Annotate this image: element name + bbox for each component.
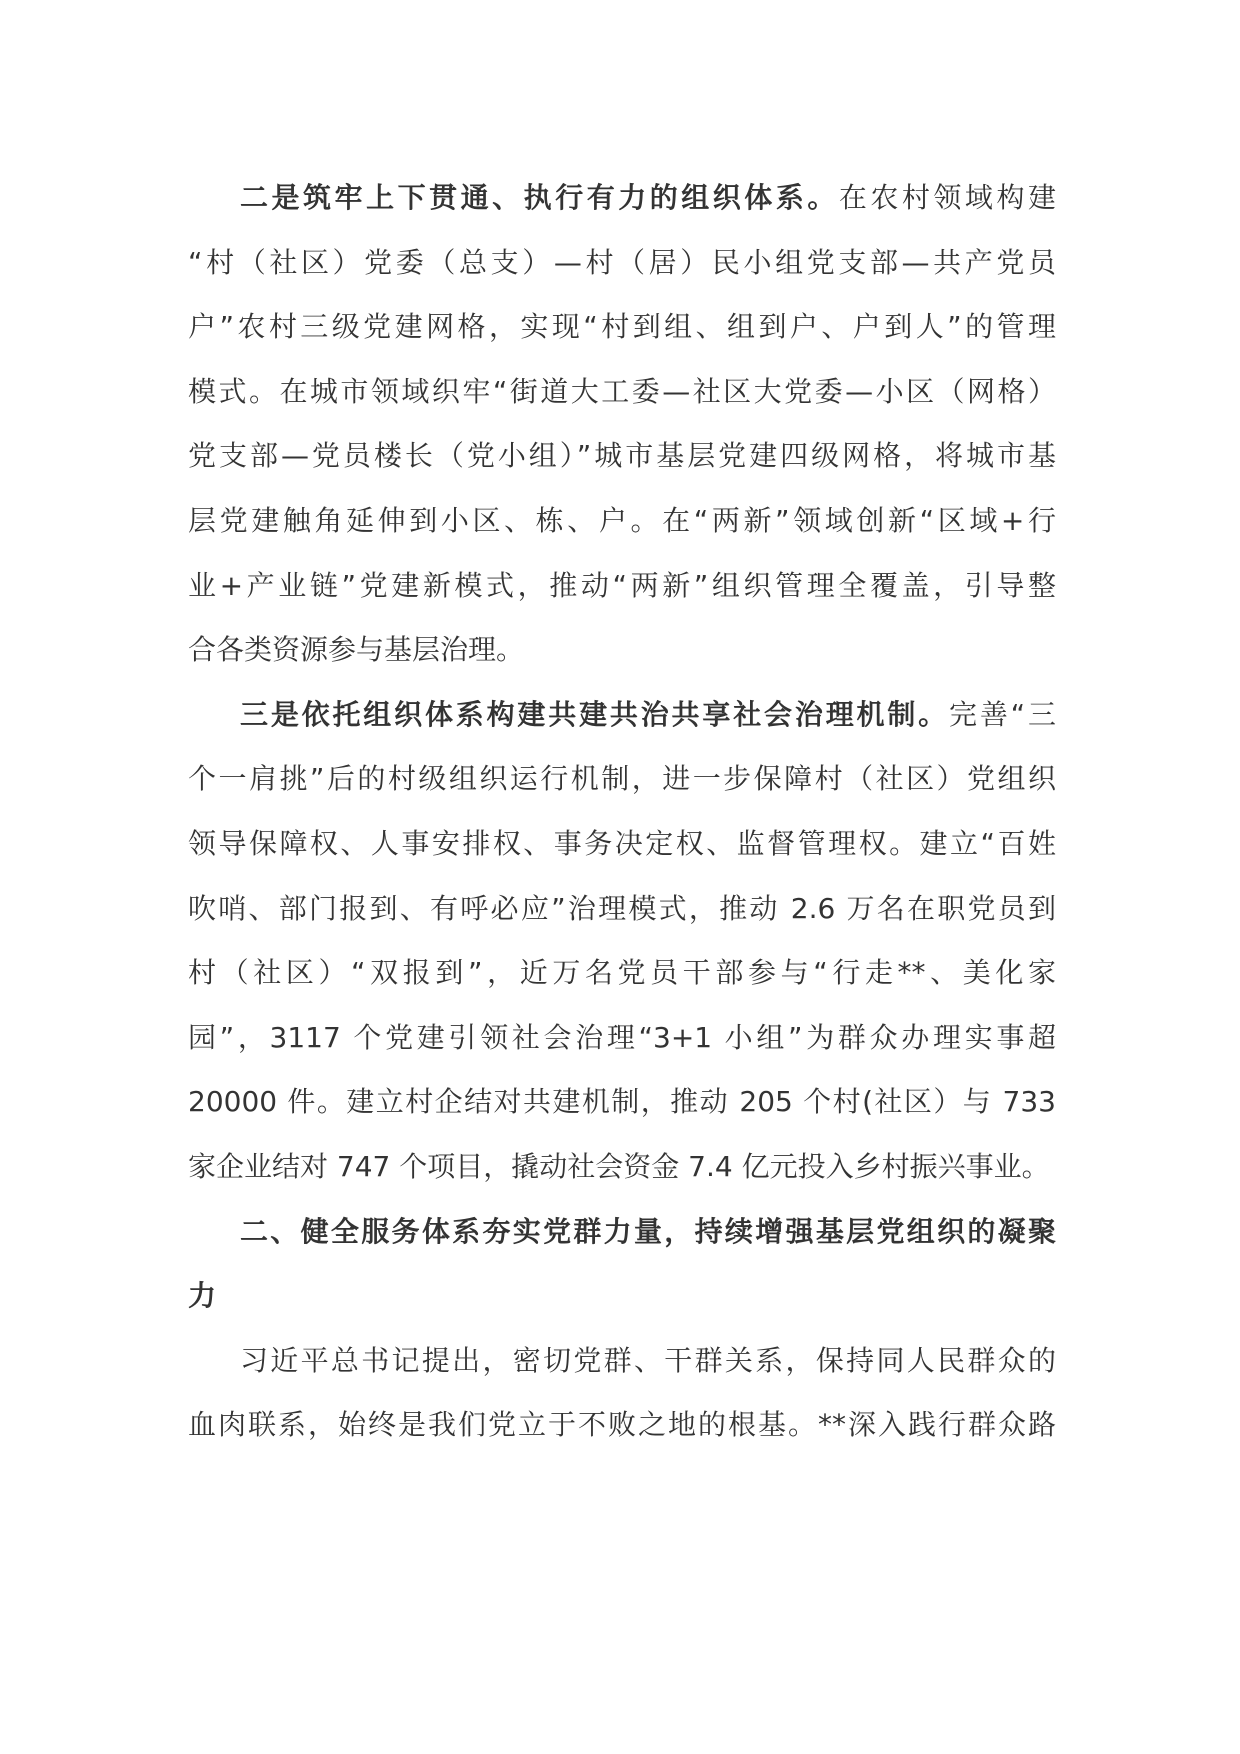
paragraph-line: 户”农村三级党建网格，实现“村到组、组到户、户到人”的管理 [188,310,1056,344]
paragraph-organization-system [188,166,1056,683]
paragraph-line: 个一肩挑”后的村级组织运行机制，进一步保障村（社区）党组织 [188,762,1056,796]
paragraph-lead-bold: 三是依托组织体系构建共建共治共享社会治理机制。 [240,697,949,731]
document-page [188,166,1056,1458]
paragraph-line: 习近平总书记提出，密切党群、干群关系，保持同人民群众的 [240,1343,1056,1377]
section-heading [188,1200,1056,1329]
paragraph-line: 血肉联系，始终是我们党立于不败之地的根基。**深入践行群众路 [188,1408,1056,1442]
paragraph-line: 20000 件。建立村企结对共建机制，推动 205 个村(社区）与 733 [188,1085,1056,1119]
paragraph-line: “村（社区）党委（总支）—村（居）民小组党支部—共产党员 [188,245,1056,279]
paragraph-line: 领导保障权、人事安排权、事务决定权、监督管理权。建立“百姓 [188,826,1056,860]
heading-line: 力 [188,1279,217,1313]
paragraph-line: 层党建触角延伸到小区、栋、户。在“两新”领域创新“区域+行 [188,503,1056,537]
paragraph-line: 吹哨、部门报到、有呼必应”治理模式，推动 2.6 万名在职党员到 [188,891,1056,925]
paragraph-line: 党支部—党员楼长（党小组）”城市基层党建四级网格，将城市基 [188,439,1056,473]
paragraph-line: 二是筑牢上下贯通、执行有力的组织体系。在农村领域构建 [240,181,1056,214]
paragraph-party-mass-relations [188,1329,1056,1458]
paragraph-lead-bold: 二是筑牢上下贯通、执行有力的组织体系。 [240,181,839,214]
paragraph-line: 业+产业链”党建新模式，推动“两新”组织管理全覆盖，引导整 [188,568,1056,602]
paragraph-line: 村（社区）“双报到”，近万名党员干部参与“行走**、美化家 [188,956,1056,990]
paragraph-line: 模式。在城市领域织牢“街道大工委—社区大党委—小区（网格） [188,374,1056,408]
paragraph-governance-mechanism [188,683,1056,1200]
paragraph-line: 园”，3117 个党建引领社会治理“3+1 小组”为群众办理实事超 [188,1020,1056,1054]
paragraph-line: 合各类资源参与基层治理。 [188,633,525,667]
heading-line: 二、健全服务体系夯实党群力量，持续增强基层党组织的凝聚 [240,1214,1056,1248]
paragraph-line: 三是依托组织体系构建共建共治共享社会治理机制。完善“三 [240,697,1056,731]
paragraph-line: 家企业结对 747 个项目，撬动社会资金 7.4 亿元投入乡村振兴事业。 [188,1149,1050,1183]
